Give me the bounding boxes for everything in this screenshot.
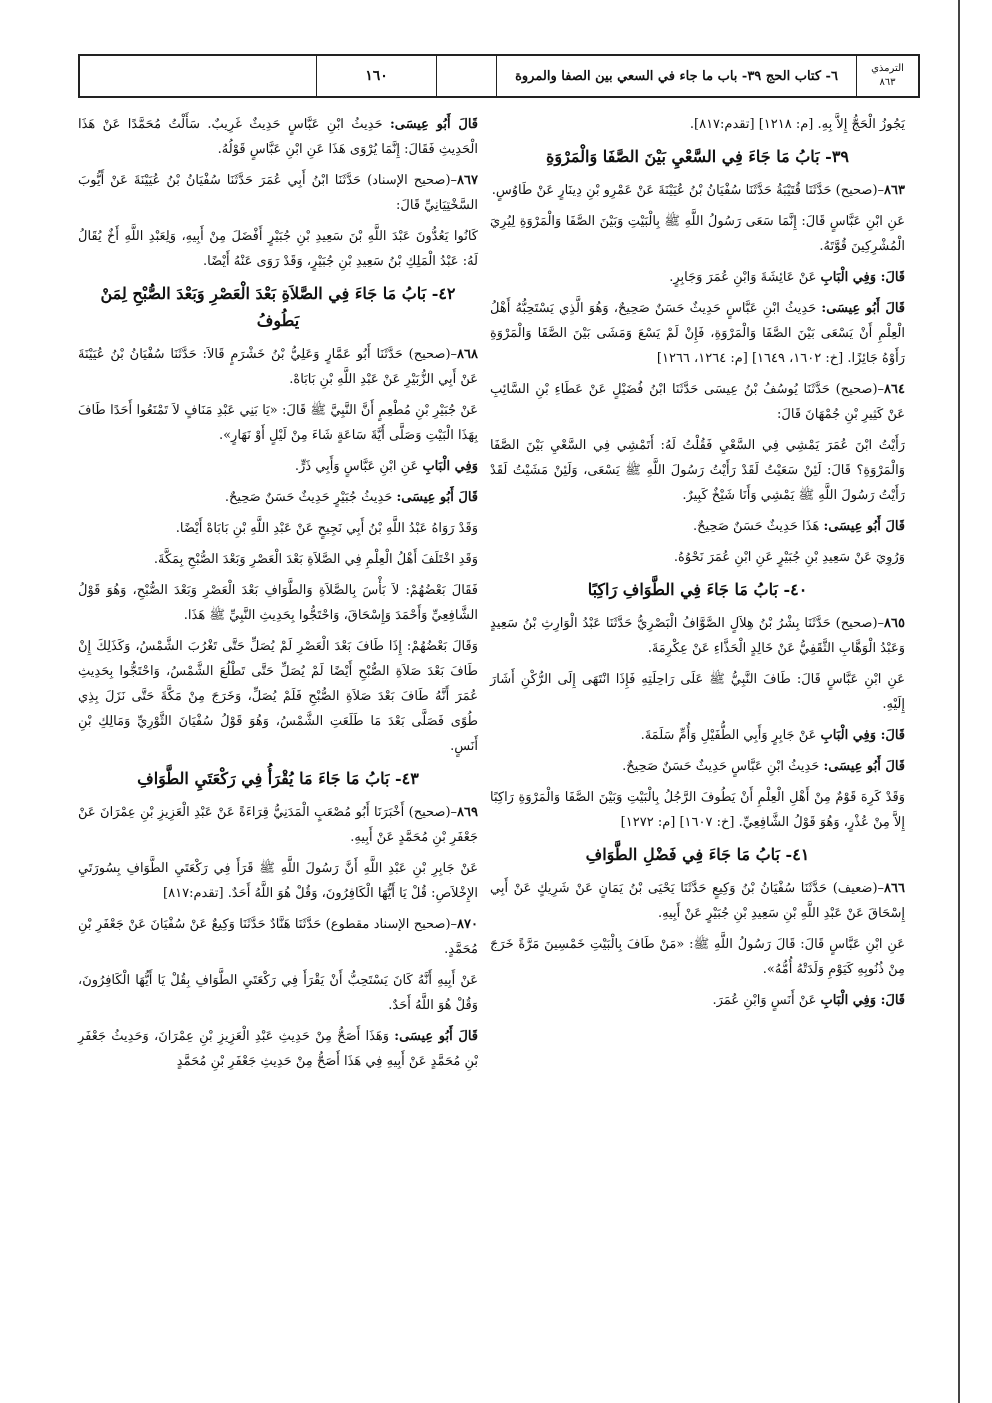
hadith-range: ٨٦٣ bbox=[879, 77, 896, 88]
paragraph-text: فَقَالَ بَعْضُهُمْ: لاَ بَأْسَ بِالصَّلاَةِ وَالطَّوَافِ بَعْدَ الْعَصْرِ وَبَعْدَ الصُّبْحِ، وَهُوَ قَوْلُ الشَّافِعِيِّ وَأَحْمَدَ وَإِسْحَاقَ، وَاحْتَجُّوا بِحَدِيثِ النَّبِيِّ ﷺ هَذَا. bbox=[78, 583, 478, 623]
narrator-remark: قَالَ: وَفِي الْبَابِ bbox=[820, 270, 905, 285]
hadith-number: ٨٦٤ bbox=[884, 382, 905, 397]
hadith-number: ٨٧٠ bbox=[457, 917, 478, 932]
text-paragraph bbox=[78, 224, 478, 274]
paragraph-text: عَنْ جُبَيْرِ بْنِ مُطْعِمٍ أَنَّ النَّبِيَّ ﷺ قَالَ: «يَا بَنِي عَبْدِ مَنَافٍ لاَ تَمْنَعُوا أَحَدًا طَافَ بِهَذَا الْبَيْتِ وَصَلَّى أَيَّةَ سَاعَةٍ شَاءَ مِنْ لَيْلٍ أَوْ نَهَارٍ». bbox=[78, 403, 478, 443]
text-paragraph bbox=[78, 634, 478, 759]
text-paragraph bbox=[78, 454, 478, 479]
hadith-number: ٨٦٩ bbox=[457, 805, 478, 820]
paragraph-text: حَدِيثُ جُبَيْرٍ حَدِيثٌ حَسَنٌ صَحِيحٌ. bbox=[224, 490, 393, 505]
chapter-title: ٦- كتاب الحج ٣٩- باب ما جاء في السعي بين الصفا والمروة bbox=[496, 56, 856, 96]
text-paragraph bbox=[78, 968, 478, 1018]
paragraph-text: عَنِ ابْنِ عَبَّاسٍ قَالَ: إِنَّمَا سَعَى رَسُولُ اللَّهِ ﷺ بِالْبَيْتِ وَبَيْنَ الصَّفَا وَالْمَرْوَةِ لِيُرِيَ الْمُشْرِكِينَ قُوَّتَهُ. bbox=[490, 214, 905, 254]
text-paragraph bbox=[490, 112, 905, 137]
paragraph-text: عَنْ أَبِيهِ أَنَّهُ كَانَ يَسْتَحِبُّ أَنْ يَقْرَأَ فِي رَكْعَتَيِ الطَّوَافِ بِقُلْ يَا أَيُّهَا الْكَافِرُونَ، وَقُلْ هُوَ اللَّهُ أَحَدٌ. bbox=[78, 973, 478, 1013]
page-number: ١٦٠ bbox=[316, 56, 436, 96]
page-edge-line bbox=[958, 0, 960, 1403]
paragraph-text: حَدِيثُ ابْنِ عَبَّاسٍ حَدِيثٌ حَسَنٌ صَحِيحٌ، وَهُوَ الَّذِي يَسْتَحِبُّهُ أَهْلُ الْعِلْمِ أَنْ يَسْعَى بَيْنَ الصَّفَا وَالْمَرْوَةِ، فَإِنْ لَمْ يَسْعَ وَمَشَى بَيْنَ الصَّفَا وَالْمَرْوَةِ رَأَوْهُ جَائِزًا. [خ: ١٦٠٢، ١٦٤٩] [م: ١٢٦٤، ١٢٦٦] bbox=[490, 301, 905, 366]
narrator-remark: قَالَ أَبُو عِيسَى: bbox=[823, 759, 905, 774]
header-blank-cell bbox=[436, 56, 496, 96]
paragraph-text: وَرُوِيَ عَنْ سَعِيدِ بْنِ جُبَيْرٍ عَنِ ابْنِ عُمَرَ نَحْوُهُ. bbox=[673, 550, 905, 565]
text-paragraph bbox=[490, 932, 905, 982]
hadith-paragraph: ٨٦٩–(صحيح) أَخْبَرَنَا أَبُو مُصْعَبٍ الْمَدَنِيُّ قِرَاءَةً عَنْ عَبْدِ الْعَزِيزِ بْنِ عِمْرَانَ عَنْ جَعْفَرِ بْنِ مُحَمَّدٍ عَنْ أَبِيهِ. bbox=[78, 805, 478, 845]
paragraph-text: حَدِيثُ ابْنِ عَبَّاسٍ حَدِيثٌ غَرِيبٌ. سَأَلْتُ مُحَمَّدًا عَنْ هَذَا الْحَدِيثِ فَقَالَ: إِنَّمَا يُرْوَى هَذَا عَنِ ابْنِ عَبَّاسٍ قَوْلُهُ. bbox=[78, 117, 478, 157]
narrator-remark: قَالَ: وَفِي الْبَابِ bbox=[820, 728, 905, 743]
hadith-paragraph: ٨٦٧–(صحيح الإسناد) حَدَّثَنَا ابْنُ أَبِي عُمَرَ حَدَّثَنَا سُفْيَانُ بْنُ عُيَيْنَةَ عَنْ أَيُّوبَ السَّخْتِيَانِيِّ قَالَ: bbox=[78, 173, 478, 213]
paragraph-text: عَنْ عَائِشَةَ وَابْنِ عُمَرَ وَجَابِرٍ. bbox=[669, 270, 817, 285]
paragraph-text: (صحيح) حَدَّثَنَا قُتَيْبَةُ حَدَّثَنَا سُفْيَانُ بْنُ عُيَيْنَةَ عَنْ عَمْرِو بْنِ دِينَارٍ عَنْ طَاوُسٍ. bbox=[491, 183, 878, 198]
paragraph-text: (صحيح الإسناد) حَدَّثَنَا ابْنُ أَبِي عُمَرَ حَدَّثَنَا سُفْيَانُ بْنُ عُيَيْنَةَ عَنْ أَيُّوبَ السَّخْتِيَانِيِّ قَالَ: bbox=[78, 173, 478, 213]
text-paragraph bbox=[490, 545, 905, 570]
paragraph-text: هَذَا حَدِيثٌ حَسَنٌ صَحِيحٌ. bbox=[692, 519, 820, 534]
hadith-paragraph: ٨٧٠–(صحيح الإسناد مقطوع) حَدَّثَنَا هَنَّادٌ حَدَّثَنَا وَكِيعٌ عَنْ سُفْيَانَ عَنْ جَعْفَرِ بْنِ مُحَمَّدٍ. bbox=[78, 917, 478, 957]
text-paragraph bbox=[490, 433, 905, 508]
chapter-heading: ٤٠- بَابُ مَا جَاءَ فِي الطَّوَافِ رَاكِبًا bbox=[587, 580, 808, 599]
narrator-remark: قَالَ أَبُو عِيسَى: bbox=[396, 490, 478, 505]
paragraph-text: حَدِيثُ ابْنِ عَبَّاسٍ حَدِيثٌ حَسَنٌ صَحِيحٌ. bbox=[622, 759, 820, 774]
running-header bbox=[78, 54, 920, 98]
hadith-number: ٨٦٧ bbox=[457, 173, 478, 188]
paragraph-text: عَنْ جَابِرِ بْنِ عَبْدِ اللَّهِ أَنَّ رَسُولَ اللَّهِ ﷺ قَرَأَ فِي رَكْعَتَيِ الطَّوَافِ بِسُورَتَيِ الإِخْلاَصِ: قُلْ يَا أَيُّهَا الْكَافِرُونَ، وَقُلْ هُوَ اللَّهُ أَحَدٌ. [تقدم:٨١٧] bbox=[78, 861, 478, 901]
paragraph-text: وَقَدْ رَوَاهُ عَبْدُ اللَّهِ بْنُ أَبِي نَجِيحٍ عَنْ عَبْدِ اللَّهِ بْنِ بَابَاهْ أَيْضًا. bbox=[175, 521, 478, 536]
paragraph-text: عَنِ ابْنِ عَبَّاسٍ وَأَبِي ذَرٍّ. bbox=[294, 459, 419, 474]
text-paragraph bbox=[78, 1024, 478, 1074]
narrator-remark: وَفِي الْبَابِ bbox=[422, 459, 478, 474]
left-column bbox=[78, 112, 478, 1080]
paragraph-text: عَنِ ابْنِ عَبَّاسٍ قَالَ: قَالَ رَسُولُ اللَّهِ ﷺ: «مَنْ طَافَ بِالْبَيْتِ خَمْسِينَ مَرَّةً خَرَجَ مِنْ ذُنُوبِهِ كَيَوْمِ وَلَدَتْهُ أُمُّهُ». bbox=[490, 937, 905, 977]
text-paragraph bbox=[78, 547, 478, 572]
hadith-number: ٨٦٥ bbox=[884, 616, 905, 631]
hadith-paragraph: ٨٦٥–(صحيح) حَدَّثَنَا بِشْرُ بْنُ هِلاَلٍ الصَّوَّافُ الْبَصْرِيُّ حَدَّثَنَا عَبْدُ الْوَارِثِ بْنُ سَعِيدٍ وَعَبْدُ الْوَهَّابِ الثَّقَفِيُّ عَنْ خَالِدٍ الْحَذَّاءِ عَنْ عِكْرِمَةَ. bbox=[490, 616, 905, 656]
text-paragraph bbox=[78, 516, 478, 541]
text-paragraph bbox=[78, 578, 478, 628]
header-book-code-cell bbox=[856, 56, 918, 96]
paragraph-text: (صحيح) حَدَّثَنَا أَبُو عَمَّارٍ وَعَلِيُّ بْنُ خَشْرَمٍ قَالاَ: حَدَّثَنَا سُفْيَانُ بْنُ عُيَيْنَةَ عَنْ أَبِي الزُّبَيْرِ عَنْ عَبْدِ اللَّهِ بْنِ بَابَاهْ. bbox=[78, 347, 478, 387]
paragraph-text: (صحيح) أَخْبَرَنَا أَبُو مُصْعَبٍ الْمَدَنِيُّ قِرَاءَةً عَنْ عَبْدِ الْعَزِيزِ بْنِ عِمْرَانَ عَنْ جَعْفَرِ بْنِ مُحَمَّدٍ عَنْ أَبِيهِ. bbox=[78, 805, 478, 845]
paragraph-text: وَقَدْ كَرِهَ قَوْمٌ مِنْ أَهْلِ الْعِلْمِ أَنْ يَطُوفَ الرَّجُلُ بِالْبَيْتِ وَبَيْنَ الصَّفَا وَالْمَرْوَةِ رَاكِبًا إِلاَّ مِنْ عُذْرٍ، وَهُوَ قَوْلُ الشَّافِعِيِّ. [خ: ١٦٠٧] [م: ١٢٧٢] bbox=[490, 790, 905, 830]
text-paragraph bbox=[490, 988, 905, 1013]
text-paragraph bbox=[490, 723, 905, 748]
narrator-remark: قَالَ أَبُو عِيسَى: bbox=[821, 301, 905, 316]
hadith-number: ٨٦٣ bbox=[884, 183, 905, 198]
hadith-paragraph: ٨٦٦–(ضعيف) حَدَّثَنَا سُفْيَانُ بْنُ وَكِيعٍ حَدَّثَنَا يَحْيَى بْنُ يَمَانٍ عَنْ شَرِيكٍ عَنْ أَبِي إِسْحَاقَ عَنْ عَبْدِ اللَّهِ بْنِ سَعِيدِ بْنِ جُبَيْرٍ عَنْ أَبِيهِ. bbox=[490, 881, 905, 921]
hadith-paragraph: ٨٦٨–(صحيح) حَدَّثَنَا أَبُو عَمَّارٍ وَعَلِيُّ بْنُ خَشْرَمٍ قَالاَ: حَدَّثَنَا سُفْيَانُ بْنُ عُيَيْنَةَ عَنْ أَبِي الزُّبَيْرِ عَنْ عَبْدِ اللَّهِ بْنِ بَابَاهْ. bbox=[78, 347, 478, 387]
narrator-remark: قَالَ أَبُو عِيسَى: bbox=[389, 117, 478, 132]
narrator-remark: قَالَ أَبُو عِيسَى: bbox=[823, 519, 905, 534]
text-paragraph bbox=[490, 754, 905, 779]
text-paragraph bbox=[490, 296, 905, 371]
text-paragraph bbox=[490, 785, 905, 835]
header-empty-cell bbox=[80, 56, 316, 96]
text-paragraph bbox=[78, 856, 478, 906]
hadith-paragraph: ٨٦٤–(صحيح) حَدَّثَنَا يُوسُفُ بْنُ عِيسَى حَدَّثَنَا ابْنُ فُضَيْلٍ عَنْ عَطَاءِ بْنِ السَّائِبِ عَنْ كَثِيرِ بْنِ جُمْهَانَ قَالَ: bbox=[490, 382, 905, 422]
paragraph-text: عَنْ جَابِرٍ وَأَبِي الطُّفَيْلِ وَأُمِّ سَلَمَةَ. bbox=[640, 728, 817, 743]
paragraph-text: يَجُوزُ الْحَجُّ إِلاَّ بِهِ. [م: ١٢١٨] [تقدم:٨١٧]. bbox=[689, 117, 905, 132]
text-paragraph bbox=[490, 265, 905, 290]
hadith-number: ٨٦٨ bbox=[457, 347, 478, 362]
paragraph-text: (ضعيف) حَدَّثَنَا سُفْيَانُ بْنُ وَكِيعٍ حَدَّثَنَا يَحْيَى بْنُ يَمَانٍ عَنْ شَرِيكٍ عَنْ أَبِي إِسْحَاقَ عَنْ عَبْدِ اللَّهِ بْنِ سَعِيدِ بْنِ جُبَيْرٍ عَنْ أَبِيهِ. bbox=[490, 881, 905, 921]
paragraph-text: كَانُوا يَعُدُّونَ عَبْدَ اللَّهِ بْنَ سَعِيدِ بْنِ جُبَيْرٍ أَفْضَلَ مِنْ أَبِيهِ، وَلِعَبْدِ اللَّهِ أَخٌ يُقَالُ لَهُ: عَبْدُ الْمَلِكِ بْنُ سَعِيدِ بْنِ جُبَيْرٍ، وَقَدْ رَوَى عَنْهُ أَيْضًا. bbox=[78, 229, 478, 269]
text-paragraph bbox=[490, 514, 905, 539]
paragraph-text: وَقَالَ بَعْضُهُمْ: إِذَا طَافَ بَعْدَ الْعَصْرِ لَمْ يُصَلِّ حَتَّى تَغْرُبَ الشَّمْسُ، وَكَذَلِكَ إِنْ طَافَ بَعْدَ صَلاَةِ الصُّبْحِ أَيْضًا لَمْ يُصَلِّ حَتَّى تَطْلُعَ الشَّمْسُ، وَاحْتَجُّوا بِحَدِيثِ عُمَرَ أَنَّهُ طَافَ بَعْدَ صَلاَةِ الصُّبْحِ فَلَمْ يُصَلِّ، وَخَرَجَ مِنْ مَكَّةَ حَتَّى نَزَلَ بِذِي طُوًى فَصَلَّى بَعْدَ مَا طَلَعَتِ الشَّمْسُ، وَهُوَ قَوْلُ سُفْيَانَ الثَّوْرِيِّ وَمَالِكِ بْنِ أَنَسٍ. bbox=[78, 639, 478, 754]
paragraph-text: (صحيح الإسناد مقطوع) حَدَّثَنَا هَنَّادٌ حَدَّثَنَا وَكِيعٌ عَنْ سُفْيَانَ عَنْ جَعْفَرِ بْنِ مُحَمَّدٍ. bbox=[78, 917, 478, 957]
chapter-heading: ٤٢- بَابُ مَا جَاءَ فِي الصَّلاَةِ بَعْدَ الْعَصْرِ وَبَعْدَ الصُّبْحِ لِمَنْ يَطُوفُ bbox=[100, 284, 456, 330]
paragraph-text: وَقَدِ اخْتَلَفَ أَهْلُ الْعِلْمِ فِي الصَّلاَةِ بَعْدَ الْعَصْرِ وَبَعْدَ الصُّبْحِ بِمَكَّةَ. bbox=[153, 552, 478, 567]
chapter-heading: ٤٣- بَابُ مَا جَاءَ مَا يُقْرَأُ فِي رَكْعَتَيِ الطَّوَافِ bbox=[137, 769, 419, 788]
text-paragraph bbox=[78, 485, 478, 510]
text-paragraph bbox=[490, 209, 905, 259]
paragraph-text: عَنِ ابْنِ عَبَّاسٍ قَالَ: طَافَ النَّبِيُّ ﷺ عَلَى رَاحِلَتِهِ فَإِذَا انْتَهَى إِلَى الرُّكْنِ أَشَارَ إِلَيْهِ. bbox=[490, 672, 905, 712]
hadith-paragraph: ٨٦٣–(صحيح) حَدَّثَنَا قُتَيْبَةُ حَدَّثَنَا سُفْيَانُ بْنُ عُيَيْنَةَ عَنْ عَمْرِو بْنِ دِينَارٍ عَنْ طَاوُسٍ. bbox=[491, 183, 905, 198]
paragraph-text: عَنْ أَنَسٍ وَابْنِ عُمَرَ. bbox=[712, 993, 817, 1008]
narrator-remark: قَالَ أَبُو عِيسَى: bbox=[394, 1029, 478, 1044]
paragraph-text: (صحيح) حَدَّثَنَا بِشْرُ بْنُ هِلاَلٍ الصَّوَّافُ الْبَصْرِيُّ حَدَّثَنَا عَبْدُ الْوَارِثِ بْنُ سَعِيدٍ وَعَبْدُ الْوَهَّابِ الثَّقَفِيُّ عَنْ خَالِدٍ الْحَذَّاءِ عَنْ عِكْرِمَةَ. bbox=[490, 616, 905, 656]
book-code: الترمذي bbox=[871, 63, 904, 74]
paragraph-text: (صحيح) حَدَّثَنَا يُوسُفُ بْنُ عِيسَى حَدَّثَنَا ابْنُ فُضَيْلٍ عَنْ عَطَاءِ بْنِ السَّائِبِ عَنْ كَثِيرِ بْنِ جُمْهَانَ قَالَ: bbox=[490, 382, 905, 422]
text-paragraph bbox=[490, 667, 905, 717]
text-paragraph bbox=[78, 112, 478, 162]
narrator-remark: قَالَ: وَفِي الْبَابِ bbox=[820, 993, 905, 1008]
paragraph-text: رَأَيْتُ ابْنَ عُمَرَ يَمْشِي فِي السَّعْيِ فَقُلْتُ لَهُ: أَتَمْشِي فِي السَّعْيِ بَيْنَ الصَّفَا وَالْمَرْوَةِ؟ قَالَ: لَئِنْ سَعَيْتُ لَقَدْ رَأَيْتُ رَسُولَ اللَّهِ ﷺ يَسْعَى، وَلَئِنْ مَشَيْتُ لَقَدْ رَأَيْتُ رَسُولَ اللَّهِ ﷺ يَمْشِي وَأَنَا شَيْخٌ كَبِيرٌ. bbox=[490, 438, 905, 503]
chapter-heading: ٣٩- بَابُ مَا جَاءَ فِي السَّعْيِ بَيْنَ الصَّفَا وَالْمَرْوَةِ bbox=[545, 147, 849, 166]
chapter-heading: ٤١- بَابُ مَا جَاءَ فِي فَضْلِ الطَّوَافِ bbox=[585, 845, 810, 864]
paragraph-text: وَهَذَا أَصَحُّ مِنْ حَدِيثِ عَبْدِ الْعَزِيزِ بْنِ عِمْرَانَ، وَحَدِيثُ جَعْفَرِ بْنِ مُحَمَّدٍ عَنْ أَبِيهِ فِي هَذَا أَصَحُّ مِنْ حَدِيثِ جَعْفَرِ بْنِ مُحَمَّدٍ bbox=[78, 1029, 478, 1069]
right-column bbox=[490, 112, 905, 1019]
hadith-number: ٨٦٦ bbox=[884, 881, 905, 896]
text-paragraph bbox=[78, 398, 478, 448]
